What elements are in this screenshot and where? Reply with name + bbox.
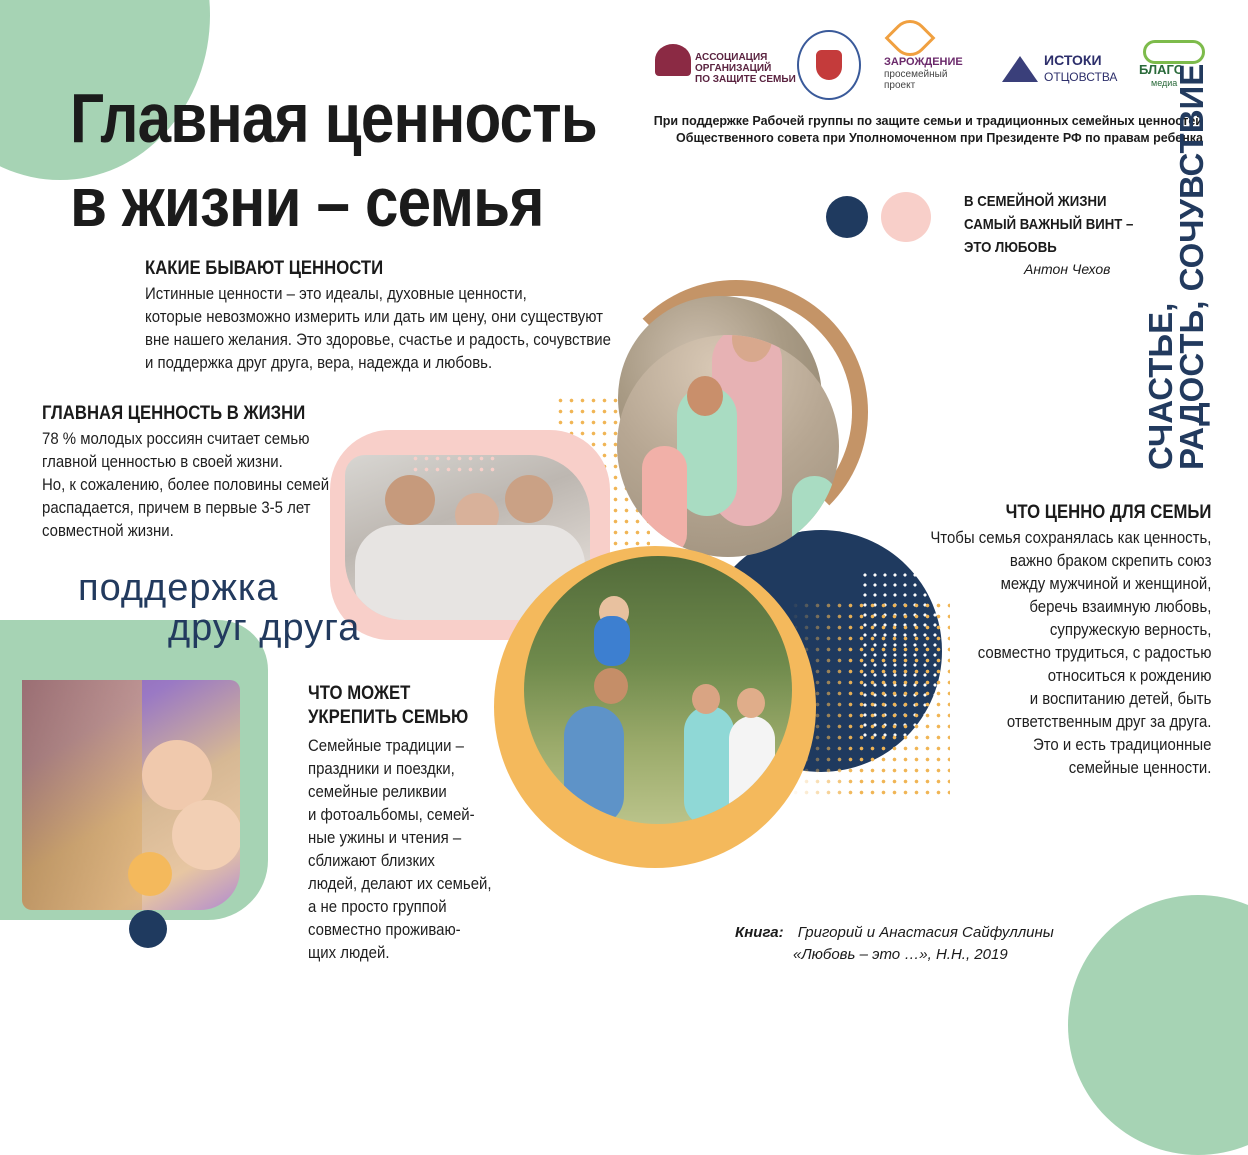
valuable-line: ответственным друг за друга. xyxy=(1006,712,1211,731)
house-icon xyxy=(1002,56,1038,82)
logo-association-line2: ОРГАНИЗАЦИЙ xyxy=(695,63,772,74)
navy-dot-quote xyxy=(826,196,868,238)
logo-zarozhdenie xyxy=(884,20,994,100)
book-reference xyxy=(735,922,1054,966)
main-value-line: главной ценностью в своей жизни. xyxy=(42,452,283,471)
logo-association-line1: АССОЦИАЦИЯ xyxy=(695,52,768,63)
orange-dot-photo xyxy=(128,852,172,896)
strengthen-line: семейные реликвии xyxy=(308,782,447,801)
logo-council-emblem xyxy=(797,30,861,100)
values-line: и поддержка друг друга, вера, надежда и любовь. xyxy=(145,353,493,372)
section-values xyxy=(145,258,674,374)
book-label: Книга: xyxy=(735,924,784,941)
logo-zarozhdenie-sub2: проект xyxy=(884,80,916,91)
strengthen-heading-2: УКРЕПИТЬ СЕМЬЮ xyxy=(308,707,469,728)
valuable-line: и воспитанию детей, быть xyxy=(1029,689,1211,708)
page-title-line-1: Главная ценность xyxy=(70,79,597,157)
quote-author: Антон Чехов xyxy=(1024,261,1111,277)
strengthen-line: ные ужины и чтения – xyxy=(308,828,462,847)
main-value-line: совместной жизни. xyxy=(42,521,174,540)
values-heading: КАКИЕ БЫВАЮТ ЦЕННОСТИ xyxy=(145,258,384,279)
strengthen-line: и фотоальбомы, семей- xyxy=(308,805,475,824)
strengthen-line: щих людей. xyxy=(308,943,390,962)
photo-family-in-forest xyxy=(524,556,792,824)
infinity-icon xyxy=(1143,40,1205,64)
valuable-line: супружескую верность, xyxy=(1049,620,1211,639)
logo-istoki-name: ИСТОКИ xyxy=(1044,52,1102,68)
strengthen-line: людей, делают их семьей, xyxy=(308,874,492,893)
vertical-feelings-text xyxy=(1142,63,1210,470)
section-main-value xyxy=(42,403,368,542)
logo-association-line3: ПО ЗАЩИТЕ СЕМЬИ xyxy=(695,74,796,85)
support-text xyxy=(654,113,1203,147)
page-title xyxy=(70,76,597,244)
logo-blago-sub: медиа xyxy=(1151,78,1178,88)
vertical-line-2: РАДОСТЬ, СОЧУВСТВИЕ xyxy=(1173,63,1210,470)
values-line: вне нашего желания. Это здоровье, счастье и радость, сочувствие xyxy=(145,330,611,349)
strengthen-line: сближают близких xyxy=(308,851,435,870)
support-phrase-line-2: друг друга xyxy=(168,607,361,649)
valuable-line: совместно трудиться, с радостью xyxy=(977,643,1211,662)
values-line: которые невозможно измерить или дать им цену, они существуют xyxy=(145,307,603,326)
main-value-line: распадается, причем в первые 3-5 лет xyxy=(42,498,311,517)
umbrella-icon xyxy=(655,44,691,76)
valuable-line: беречь взаимную любовь, xyxy=(1028,597,1211,616)
main-value-line: Но, к сожалению, более половины семей xyxy=(42,475,330,494)
support-line-1: При поддержке Рабочей группы по защите семьи и традиционных семейных ценностей xyxy=(653,114,1203,128)
section-strengthen xyxy=(308,682,517,964)
valuable-heading: ЧТО ЦЕННО ДЛЯ СЕМЬИ xyxy=(1005,502,1211,523)
strengthen-heading-1: ЧТО МОЖЕТ xyxy=(308,683,411,704)
logo-zarozhdenie-name: ЗАРОЖДЕНИЕ xyxy=(884,56,963,68)
chekhov-quote xyxy=(964,190,1156,277)
logo-istoki-sub: ОТЦОВСТВА xyxy=(1044,70,1118,84)
valuable-line: Чтобы семья сохранялась как ценность, xyxy=(929,528,1211,547)
strengthen-line: совместно проживаю- xyxy=(308,920,461,939)
book-line-2: «Любовь – это …», Н.Н., 2019 xyxy=(793,946,1008,963)
vertical-line-1: СЧАСТЬЕ, xyxy=(1142,302,1179,470)
strengthen-line: праздники и поездки, xyxy=(308,759,455,778)
support-phrase-line-1: поддержка xyxy=(78,567,279,609)
logo-istoki xyxy=(1002,50,1118,90)
values-line: Истинные ценности – это идеалы, духовные ценности, xyxy=(145,284,527,303)
main-value-line: 78 % молодых россиян считает семью xyxy=(42,429,310,448)
mint-circle-bottom-right xyxy=(1068,895,1248,1155)
logo-zarozhdenie-sub1: просемейный xyxy=(884,69,948,80)
logo-association xyxy=(655,40,796,90)
strengthen-line: а не просто группой xyxy=(308,897,447,916)
support-phrase xyxy=(78,568,360,648)
main-value-heading: ГЛАВНАЯ ЦЕННОСТЬ В ЖИЗНИ xyxy=(42,403,306,424)
valuable-line: между мужчиной и женщиной, xyxy=(1000,574,1211,593)
eagle-icon xyxy=(816,50,842,80)
valuable-line: важно браком скрепить союз xyxy=(1009,551,1211,570)
pink-dot-quote xyxy=(881,192,931,242)
valuable-line: Это и есть традиционные xyxy=(1032,735,1211,754)
book-line-1: Григорий и Анастасия Сайфуллины xyxy=(797,924,1054,941)
navy-dot-photo xyxy=(129,910,167,948)
quote-line-1: В СЕМЕЙНОЙ ЖИЗНИ xyxy=(964,193,1107,210)
page-title-line-2: в жизни – семья xyxy=(70,163,544,241)
logo-blago-name: БЛАГО xyxy=(1139,62,1184,77)
strengthen-line: Семейные традиции – xyxy=(308,736,464,755)
valuable-line: относиться к рождению xyxy=(1047,666,1211,685)
quote-line-3: ЭТО ЛЮБОВЬ xyxy=(964,239,1057,256)
section-valuable xyxy=(892,502,1211,779)
orange-dot-pattern-top xyxy=(410,442,500,472)
quote-line-2: САМЫЙ ВАЖНЫЙ ВИНТ – xyxy=(964,216,1134,233)
support-line-2: Общественного совета при Уполномоченном при Президенте РФ по правам ребенка xyxy=(676,131,1203,145)
valuable-line: семейные ценности. xyxy=(1068,758,1211,777)
